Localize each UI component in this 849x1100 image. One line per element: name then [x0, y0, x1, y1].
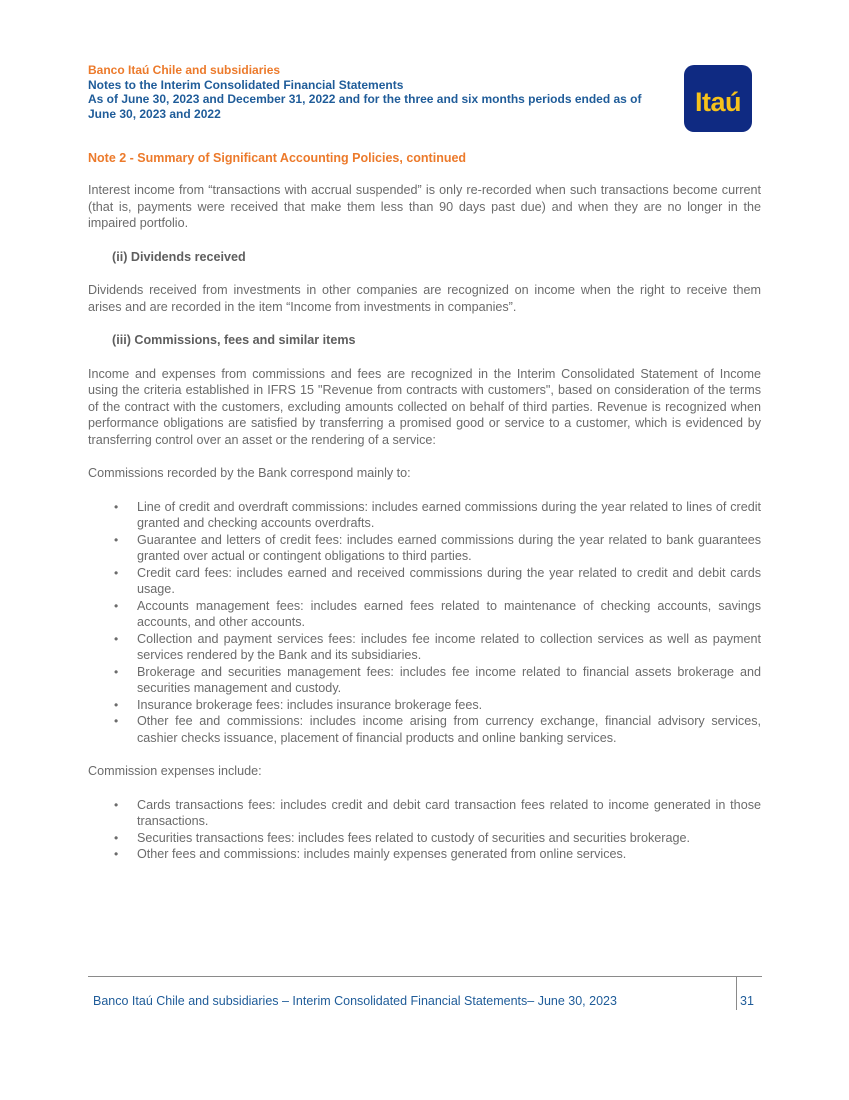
bullet-icon: • [114, 830, 119, 845]
header-company: Banco Itaú Chile and subsidiaries [88, 63, 281, 77]
footer-text: Banco Itaú Chile and subsidiaries – Interim Consolidated Financial Statements– June 30, 2023 [93, 994, 617, 1008]
subheading-commissions: (iii) Commissions, fees and similar items [112, 333, 356, 347]
list-item: • Other fee and commissions: includes income arising from currency exchange, financial advisory services, cashier checks issuance, placement of financial products and online banking services. [114, 714, 761, 745]
list-item: • Brokerage and securities management fees: includes fee income related to financial assets brokerage and securities management and custody. [114, 664, 761, 695]
bullet-icon: • [114, 697, 119, 712]
bullet-icon: • [114, 714, 119, 728]
list-item: • Guarantee and letters of credit fees: includes earned commissions during the year related to bank guarantees granted over actual or contingent obligations to third parties. [114, 532, 761, 563]
itau-logo [684, 65, 752, 132]
paragraph-expenses: Commission expenses include: [88, 764, 262, 778]
note-title: Note 2 - Summary of Significant Accounting Policies, continued [88, 151, 467, 165]
bullet-icon: • [114, 598, 119, 613]
header-line-2: As of June 30, 2023 and December 31, 2022 and for the three and six months periods ended as of [88, 92, 642, 106]
page-number: 31 [740, 994, 754, 1008]
list-item: • Collection and payment services fees: includes fee income related to collection services as well as payment services rendered by the Bank and its subsidiaries. [114, 631, 761, 662]
bullet-icon: • [114, 631, 119, 646]
list-item: • Securities transactions fees: includes fees related to custody of securities and securities brokerage. [114, 830, 691, 845]
paragraph-commissions: Income and expenses from commissions and fees are recognized in the Interim Consolidated Statement of Income using the criteria established in IFRS 15 "Revenue from contracts with customers", based on consideration of the terms of the contract with the customers, excluding amounts collected on behalf of third parties. Revenue is recognized when performance obligations are satisfied by transferring a promised good or service to a customer, which is evidenced by transferring control over an asset or the rendering of a service: [88, 366, 761, 447]
paragraph-interest: Interest income from “transactions with accrual suspended” is only re-recorded when such transactions become current (that is, payments were received that make them less than 90 days past due) and when they are no longer in the impaired portfolio. [88, 183, 761, 230]
bullet-icon: • [114, 797, 119, 812]
footer-divider [88, 976, 762, 977]
bullet-icon: • [114, 664, 119, 679]
list-item: • Line of credit and overdraft commissions: includes earned commissions during the year related to lines of credit granted and checking accounts overdrafts. [114, 499, 761, 530]
bullet-icon: • [114, 847, 119, 861]
subheading-dividends: (ii) Dividends received [112, 249, 246, 264]
document-header [88, 63, 678, 121]
list-item: • Other fees and commissions: includes mainly expenses generated from online services. [114, 847, 627, 861]
header-line-1: Notes to the Interim Consolidated Financial Statements [88, 77, 404, 92]
paragraph-recorded: Commissions recorded by the Bank correspond mainly to: [88, 466, 411, 480]
income-commission-list [88, 499, 761, 747]
list-item: • Accounts management fees: includes earned fees related to maintenance of checking accounts, savings accounts, and other accounts. [114, 598, 761, 629]
list-item: • Credit card fees: includes earned and received commissions during the year related to credit and debit cards usage. [114, 565, 761, 596]
note-content [88, 182, 761, 863]
footer-vertical-divider [736, 976, 737, 1010]
expense-commission-list [88, 797, 761, 863]
bullet-icon: • [114, 532, 119, 547]
header-line-3: June 30, 2023 and 2022 [88, 106, 221, 121]
paragraph-dividends: Dividends received from investments in other companies are recognized on income when the right to receive them arises and are recorded in the item “Income from investments in companies”. [88, 283, 761, 314]
list-item: • Insurance brokerage fees: includes insurance brokerage fees. [114, 697, 483, 712]
bullet-icon: • [114, 565, 119, 580]
bullet-icon: • [114, 499, 119, 514]
list-item: • Cards transactions fees: includes credit and debit card transaction fees related to income generated in those transactions. [114, 797, 761, 828]
logo-text: Itaú [694, 87, 741, 117]
